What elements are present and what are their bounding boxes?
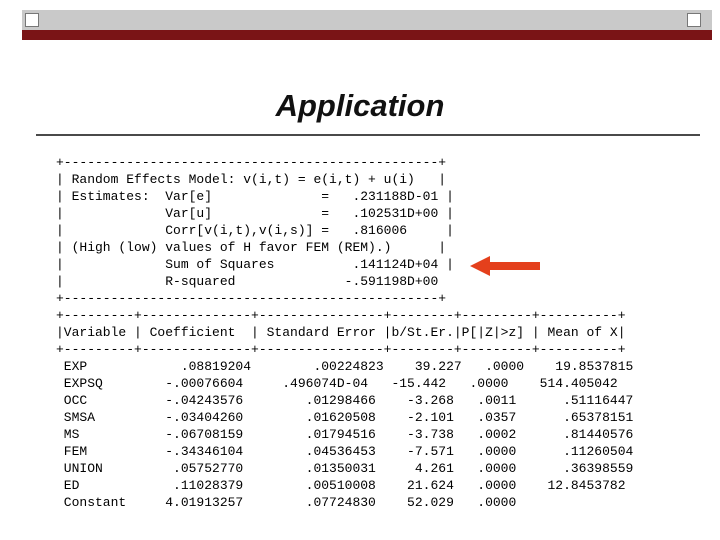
arrow-icon [470, 256, 540, 276]
table-row: FEM -.34346104 .04536453 -7.571 .0000 .11260504 [56, 444, 634, 459]
table-row: Constant 4.01913257 .07724830 52.029 .0000 [56, 495, 517, 510]
output-box-bottom: +------------------------------------------------+ [56, 291, 447, 306]
table-row: SMSA -.03404260 .01620508 -2.101 .0357 .65378151 [56, 410, 634, 425]
table-row: UNION .05752770 .01350031 4.261 .0000 .36398559 [56, 461, 634, 476]
table-header: |Variable | Coefficient | Standard Error |b/St.Er.|P[|Z|>z] | Mean of X| [56, 325, 626, 340]
table-row: EXP .08819204 .00224823 39.227 .0000 19.8537815 [56, 359, 634, 374]
table-row: MS -.06708159 .01794516 -3.738 .0002 .81440576 [56, 427, 634, 442]
table-separator-bottom: +---------+--------------+----------------+--------+---------+----------+ [56, 342, 626, 357]
title-rule [36, 134, 700, 136]
regression-output [56, 154, 633, 511]
model-line: | Random Effects Model: v(i,t) = e(i,t) + u(i) | [56, 172, 447, 187]
r-squared-line: | R-squared -.591198D+00 [56, 274, 439, 289]
arrow-shape [470, 256, 540, 276]
header-bar-light [22, 10, 712, 30]
header-square-left [25, 13, 39, 27]
slide-header-bar [22, 10, 712, 40]
h-line: | (High (low) values of H favor FEM (REM).) | [56, 240, 447, 255]
var-u-line: | Var[u] = .102531D+00 | [56, 206, 454, 221]
table-row: OCC -.04243576 .01298466 -3.268 .0011 .51116447 [56, 393, 634, 408]
table-separator-top: +---------+--------------+----------------+--------+---------+----------+ [56, 308, 626, 323]
slide-title: Application [275, 88, 445, 123]
table-row: EXPSQ -.00076604 .496074D-04 -15.442 .0000 514.405042 [56, 376, 618, 391]
corr-line: | Corr[v(i,t),v(i,s)] = .816006 | [56, 223, 454, 238]
output-box-top: +------------------------------------------------+ [56, 155, 447, 170]
table-row: ED .11028379 .00510008 21.624 .0000 12.8453782 [56, 478, 626, 493]
header-bar-dark [22, 30, 712, 40]
var-e-line: | Estimates: Var[e] = .231188D-01 | [56, 189, 454, 204]
header-square-right [687, 13, 701, 27]
sum-of-squares-line: | Sum of Squares .141124D+04 | [56, 257, 454, 272]
